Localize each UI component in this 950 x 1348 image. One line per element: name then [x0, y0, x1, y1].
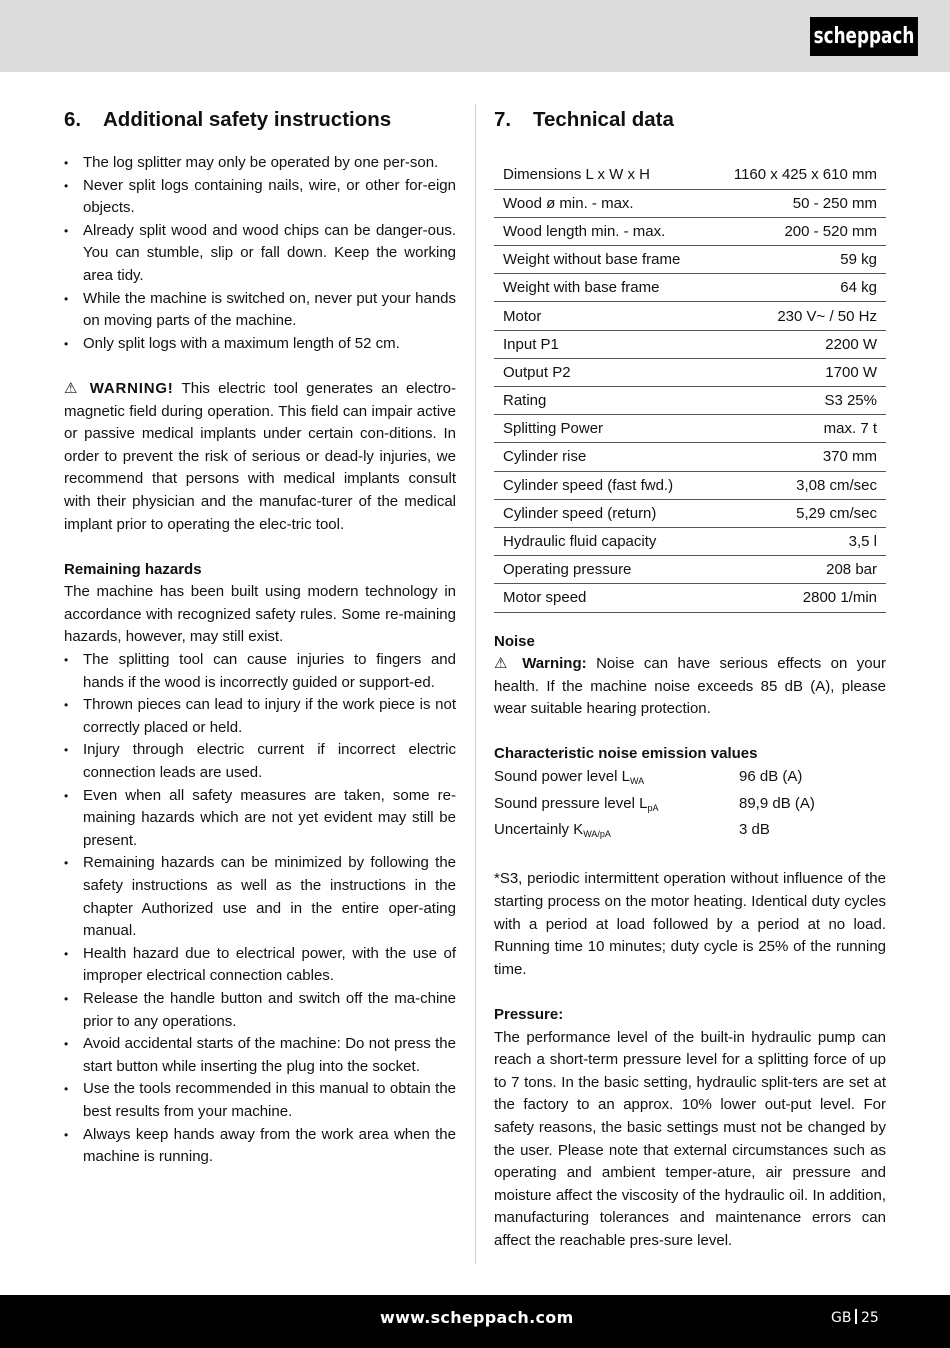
warning-triangle-icon: ⚠ — [494, 655, 513, 673]
table-row — [494, 443, 886, 471]
list-item: • Release the handle button and switch off the ma-chine prior to any operations. — [64, 988, 456, 1033]
spec-label: Motor speed — [494, 584, 709, 612]
list-item: • Injury through electric current if incorrect electric connection leads are used. — [64, 739, 456, 784]
list-item: • Thrown pieces can lead to injury if the work piece is not correctly placed or held. — [64, 694, 456, 739]
language-code: GB — [831, 1310, 852, 1326]
list-item: • Avoid accidental starts of the machine: Do not press the start button while inserting the plug into the socket. — [64, 1033, 456, 1078]
section-7-heading — [494, 100, 886, 140]
noise-subscript: WA — [629, 776, 645, 787]
noise-emission-heading: Characteristic noise emission values — [494, 745, 758, 763]
list-item: • Even when all safety measures are taken, some re-maining hazards which are not yet evident may still be present. — [64, 785, 456, 853]
table-row — [494, 161, 886, 189]
noise-row — [494, 793, 886, 820]
spec-label: Cylinder rise — [494, 443, 709, 471]
spec-value: 200 - 520 mm — [709, 217, 886, 245]
spec-value: 1700 W — [709, 358, 886, 386]
warning-label: Warning: — [522, 655, 587, 673]
spec-label: Rating — [494, 387, 709, 415]
noise-label: Sound pressure level L — [494, 794, 648, 812]
hazard-bullet-list — [64, 649, 456, 1169]
spec-label: Dimensions L x W x H — [494, 161, 709, 189]
section-6-heading — [64, 100, 456, 140]
scheppach-logo: scheppach — [810, 17, 918, 56]
page-number: 25 — [860, 1310, 879, 1326]
emf-warning-paragraph — [64, 378, 456, 536]
spec-label: Output P2 — [494, 358, 709, 386]
list-item: • Use the tools recommended in this manual to obtain the best results from your machine. — [64, 1078, 456, 1123]
website-link[interactable]: www.scheppach.com — [380, 1308, 574, 1327]
table-row — [494, 387, 886, 415]
spec-value: 3,08 cm/sec — [709, 471, 886, 499]
spec-value: 208 bar — [709, 556, 886, 584]
spec-label: Wood length min. - max. — [494, 217, 709, 245]
list-item: • The splitting tool can cause injuries to fingers and hands if the wood is incorrectly guided or support-ed. — [64, 649, 456, 694]
noise-warning-paragraph — [494, 653, 886, 721]
table-row — [494, 358, 886, 386]
noise-heading: Noise — [494, 632, 535, 650]
spec-value: 2200 W — [709, 330, 886, 358]
separator — [855, 1309, 857, 1324]
list-item: • Always keep hands away from the work area when the machine is running. — [64, 1124, 456, 1169]
table-row — [494, 527, 886, 555]
noise-subscript: pA — [647, 802, 659, 813]
list-item: • Health hazard due to electrical power, with the use of improper electrical connection cables. — [64, 943, 456, 988]
noise-value: 89,9 dB (A) — [739, 794, 815, 812]
s3-footnote: *S3, periodic intermittent operation without influence of the starting process on the motor heating. Identical duty cycles with a period at load followed by a period at no load. Running time 10 minutes; duty cycle is 25% of the running time. — [494, 870, 886, 978]
spec-label: Cylinder speed (return) — [494, 499, 709, 527]
spec-value: S3 25% — [709, 387, 886, 415]
spec-value: 5,29 cm/sec — [709, 499, 886, 527]
spec-value: 1160 x 425 x 610 mm — [709, 161, 886, 189]
page-indicator — [831, 1309, 879, 1326]
spec-value: 50 - 250 mm — [709, 189, 886, 217]
spec-label: Wood ø min. - max. — [494, 189, 709, 217]
spec-label: Motor — [494, 302, 709, 330]
left-column — [64, 100, 456, 1169]
list-item: • While the machine is switched on, never put your hands on moving parts of the machine. — [64, 288, 456, 333]
table-row — [494, 274, 886, 302]
warning-text: This electric tool generates an electro-magnetic field during operation. This field can impair active or passive medical implants under certain con-ditions. In order to prevent the risk of serious or dead-ly injuries, we recommend that persons with medical implants consult with their physician and the manufac-turer of the medical implant prior to operating the elec-tric tool. — [64, 379, 457, 533]
list-item: • Already split wood and wood chips can be danger-ous. You can stumble, slip or fall down. Keep the working area tidy. — [64, 220, 456, 288]
pressure-heading: Pressure: — [494, 1006, 564, 1023]
section-title: Additional safety instructions — [103, 108, 392, 131]
table-row — [494, 330, 886, 358]
footer-bar — [0, 1295, 950, 1348]
list-item: • The log splitter may only be operated by one per-son. — [64, 152, 456, 175]
remaining-hazards-heading: Remaining hazards — [64, 560, 202, 578]
table-row — [494, 471, 886, 499]
pressure-paragraph: The performance level of the built-in hydraulic pump can reach a short-term pressure level for a splitting force of up to 7 tons. In the basic setting, hydraulic split-ters are set at the factory to an approx. 10% lower out-put level. For safety reasons, the basic settings must not be changed by the user. Please note that external circumstances such as operating and ambient temper-ature, air pressure and moisture affect the viscosity of the hydraulic oil. In addition, manufacturing tolerances and maintenance errors can affect the reachable pres-sure level. — [494, 1028, 886, 1249]
table-row — [494, 302, 886, 330]
noise-label: Uncertainly K — [494, 821, 584, 839]
noise-row — [494, 766, 886, 793]
noise-value: 3 dB — [739, 821, 770, 839]
safety-bullet-list — [64, 152, 456, 355]
table-row — [494, 246, 886, 274]
spec-value: 370 mm — [709, 443, 886, 471]
header-bar — [0, 0, 950, 72]
spec-label: Weight without base frame — [494, 246, 709, 274]
list-item: • Only split logs with a maximum length of 52 cm. — [64, 333, 456, 356]
noise-value: 96 dB (A) — [739, 768, 803, 786]
table-row — [494, 189, 886, 217]
spec-value: 2800 1/min — [709, 584, 886, 612]
section-number: 6. — [64, 108, 82, 131]
spec-value: 59 kg — [709, 246, 886, 274]
warning-label: WARNING! — [89, 379, 174, 397]
table-row — [494, 584, 886, 612]
warning-text: Noise can have serious effects on your health. If the machine noise exceeds 85 dB (A), please wear suitable hearing protection. — [494, 655, 886, 718]
spec-label: Weight with base frame — [494, 274, 709, 302]
warning-triangle-icon: ⚠ — [64, 379, 82, 397]
section-number: 7. — [494, 108, 512, 131]
section-title: Technical data — [533, 108, 674, 131]
right-column — [494, 100, 886, 1253]
spec-label: Splitting Power — [494, 415, 709, 443]
list-item: • Never split logs containing nails, wire, or other for-eign objects. — [64, 175, 456, 220]
spec-label: Cylinder speed (fast fwd.) — [494, 471, 709, 499]
noise-subscript: WA/pA — [583, 829, 611, 840]
table-row — [494, 415, 886, 443]
spec-label: Operating pressure — [494, 556, 709, 584]
table-row — [494, 217, 886, 245]
column-divider — [475, 104, 476, 1264]
table-row — [494, 556, 886, 584]
spec-label: Hydraulic fluid capacity — [494, 527, 709, 555]
spec-value: 230 V~ / 50 Hz — [709, 302, 886, 330]
spec-label: Input P1 — [494, 330, 709, 358]
list-item: • Remaining hazards can be minimized by following the safety instructions as well as the instructions in the chapter Authorized use and in the entire oper-ating manual. — [64, 852, 456, 942]
spec-value: max. 7 t — [709, 415, 886, 443]
noise-row — [494, 819, 886, 846]
remaining-hazards-intro: The machine has been built using modern technology in accordance with recognized safety rules. Some re-maining hazards, however, may still exist. — [64, 583, 456, 646]
noise-label: Sound power level L — [494, 768, 630, 786]
table-row — [494, 499, 886, 527]
spec-value: 3,5 l — [709, 527, 886, 555]
spec-value: 64 kg — [709, 274, 886, 302]
technical-data-table — [494, 161, 886, 613]
